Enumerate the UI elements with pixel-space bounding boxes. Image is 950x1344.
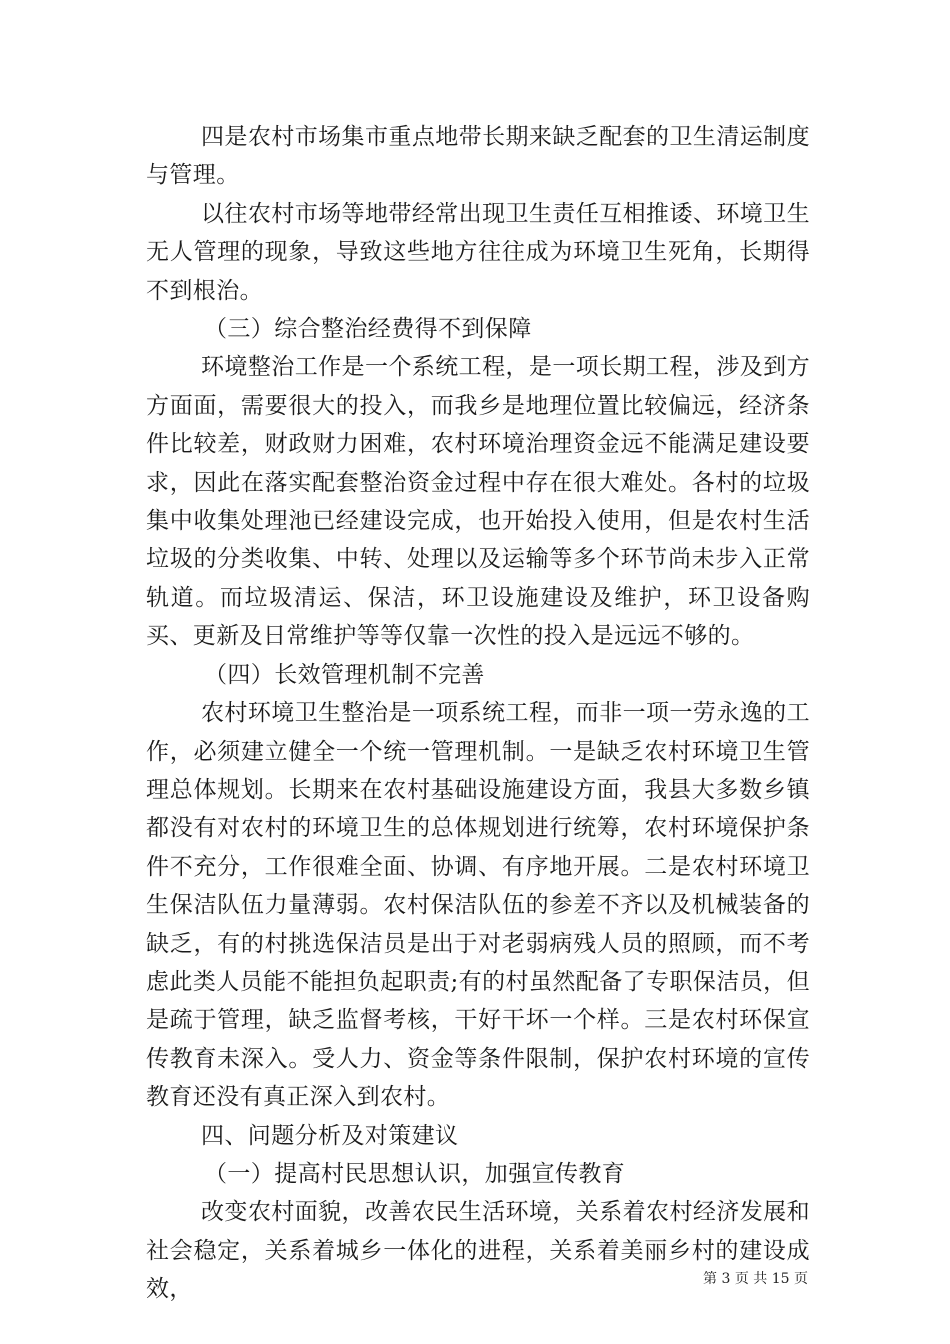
- page-number-footer: [703, 1270, 808, 1288]
- paragraph-management-mechanism: 农村环境卫生整治是一项系统工程，而非一项一劳永逸的工作，必须建立健全一个统一管理机制。一是缺乏农村环境卫生管理总体规划。长期来在农村基础设施建设方面，我县大多数乡镇都没有对农村的环境卫生的总体规划进行统筹，农村环境保护条件不充分，工作很难全面、协调、有序地开展。二是农村环境卫生保洁队伍力量薄弱。农村保洁队伍的参差不齐以及机械装备的缺乏，有的村挑选保洁员是出于对老弱病残人员的照顾，而不考虑此类人员能不能担负起职责;有的村虽然配备了专职保洁员，但是疏于管理，缺乏监督考核，干好干坏一个样。三是农村环保宣传教育未深入。受人力、资金等条件限制，保护农村环境的宣传教育还没有真正深入到农村。: [146, 700, 810, 1111]
- heading-analysis-suggestions: 四、问题分析及对策建议: [201, 1122, 459, 1149]
- page-number-label: 第 3 页 共 15 页: [703, 1271, 808, 1287]
- heading-funding: （三）综合整治经费得不到保障: [204, 316, 532, 343]
- paragraph-funding: 环境整治工作是一个系统工程，是一项长期工程，涉及到方方面面，需要很大的投入，而我乡是地理位置比较偏远，经济条件比较差，财政财力困难，农村环境治理资金远不能满足建设要求，因此在落实配套整治资金过程中存在很大难处。各村的垃圾集中收集处理池已经建设完成，也开始投入使用，但是农村生活垃圾的分类收集、中转、处理以及运输等多个环节尚未步入正常轨道。而垃圾清运、保洁，环卫设施建设及维护，环卫设备购买、更新及日常维护等等仅靠一次性的投入是远远不够的。: [146, 354, 810, 650]
- heading-awareness-education: （一）提高村民思想认识，加强宣传教育: [204, 1160, 626, 1187]
- document-body: [146, 118, 810, 1309]
- paragraph-responsibility-issues: 以往农村市场等地带经常出现卫生责任互相推诿、环境卫生无人管理的现象，导致这些地方往往成为环境卫生死角，长期得不到根治。: [146, 200, 810, 304]
- paragraph-rural-improvement: 改变农村面貌，改善农民生活环境，关系着农村经济发展和社会稳定，关系着城乡一体化的进程，关系着美丽乡村的建设成效，: [146, 1199, 810, 1303]
- heading-management-mechanism: （四）长效管理机制不完善: [204, 661, 485, 688]
- paragraph-market-sanitation: 四是农村市场集市重点地带长期来缺乏配套的卫生清运制度与管理。: [146, 124, 810, 189]
